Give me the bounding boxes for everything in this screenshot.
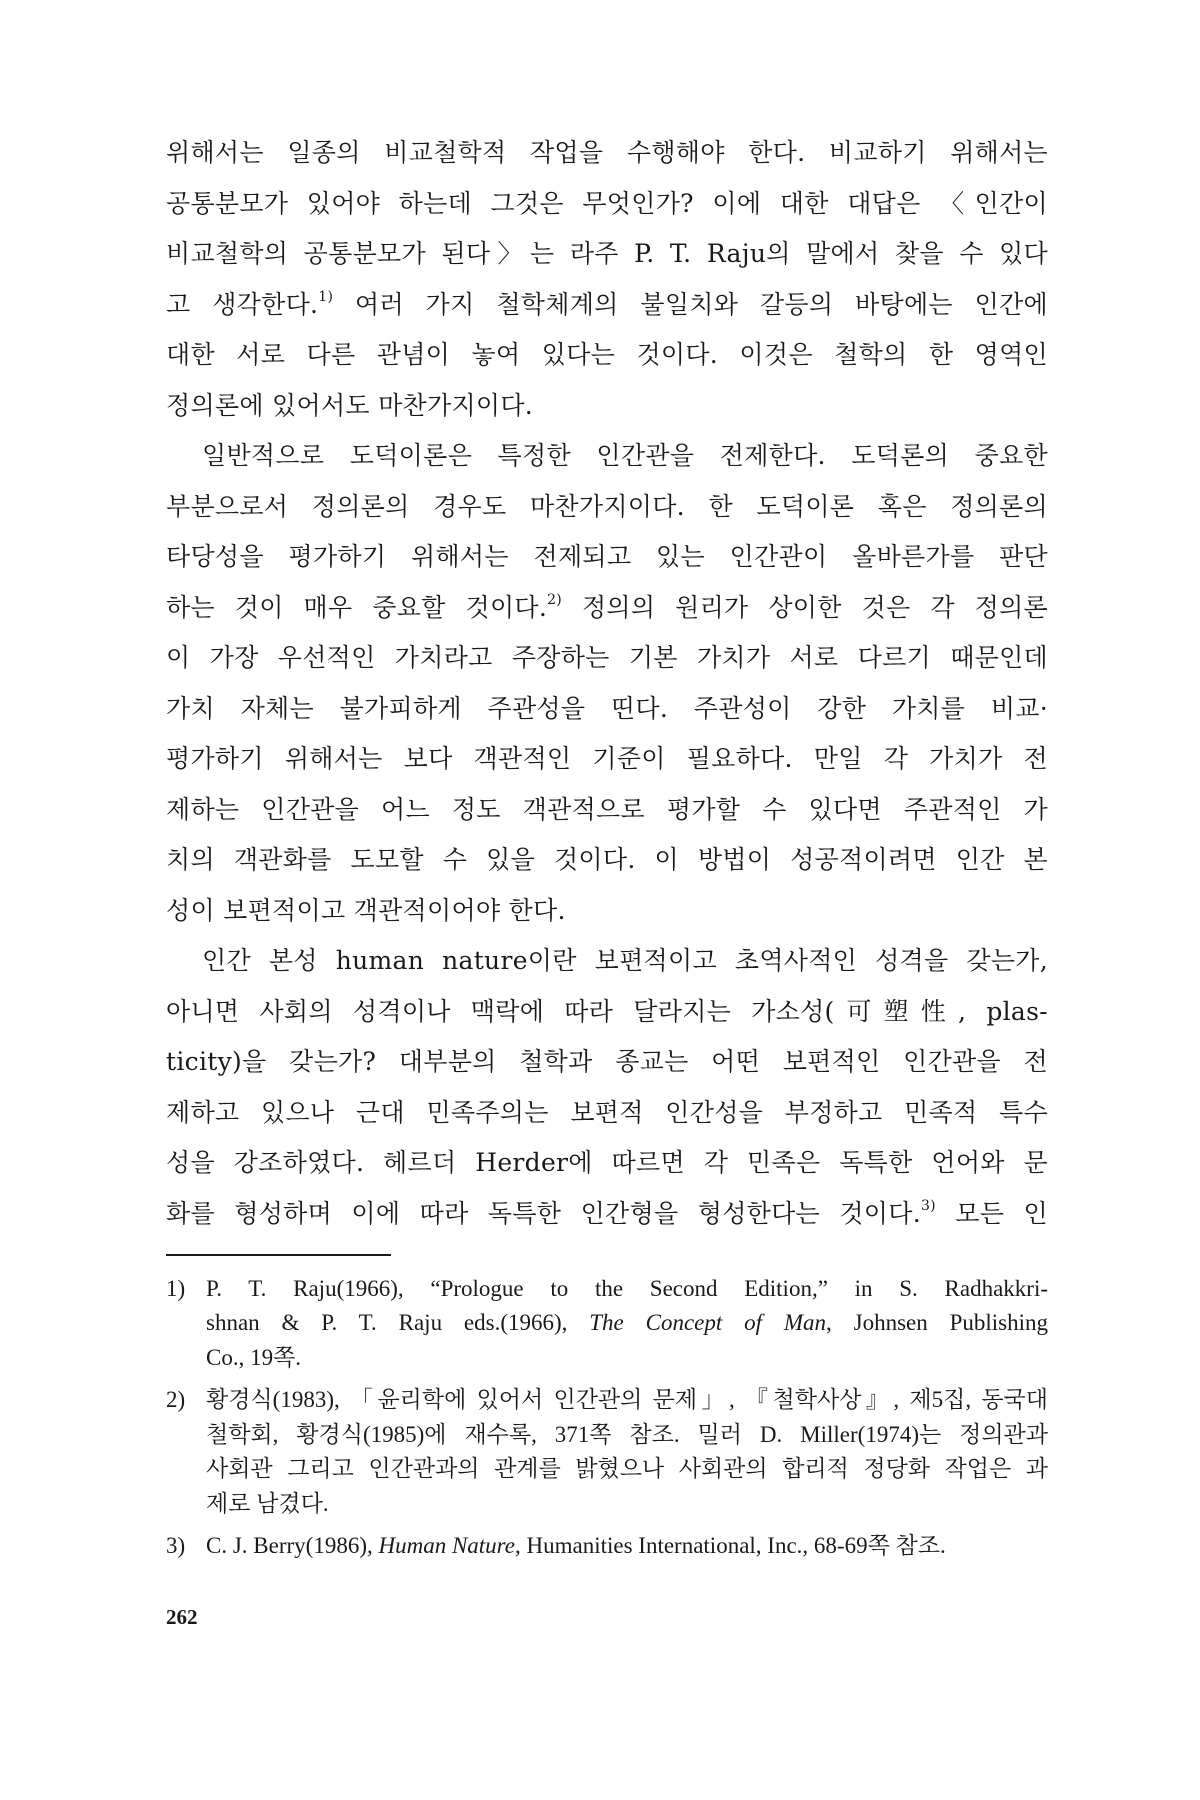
text-line xyxy=(166,583,1048,634)
footnote-number: 2) xyxy=(166,1387,186,1412)
text-line-end: 정의의 원리가 상이한 것은 각 정의론 xyxy=(562,592,1048,622)
text-line-end: 여러 가지 철학체계의 불일치와 갈등의 바탕에는 인간에 xyxy=(333,289,1048,319)
text-line: 치의 객관화를 도모할 수 있을 것이다. 이 방법이 성공적이려면 인간 본 xyxy=(166,845,1048,874)
text-line: 제하는 인간관을 어느 정도 객관적으로 평가할 수 있다면 주관적인 가 xyxy=(166,794,1048,824)
footnote-1 xyxy=(166,1272,1048,1376)
text-line xyxy=(166,280,1048,331)
footnote-line: 철학회, 황경식(1985)에 재수록, 371쪽 참조. 밀러 D. Miller(1974)는 정의관과 xyxy=(206,1421,1048,1447)
text-line: 제하고 있으나 근대 민족주의는 보편적 인간성을 부정하고 민족적 특수 xyxy=(166,1097,1048,1127)
text-line-end: 모든 인 xyxy=(935,1198,1048,1228)
text-line: 가치 자체는 불가피하게 주관성을 띤다. 주관성이 강한 가치를 비교· xyxy=(166,693,1048,723)
paragraph-2 xyxy=(166,431,1048,936)
text-line: 평가하기 위해서는 보다 객관적인 기준이 필요하다. 만일 각 가치가 전 xyxy=(166,744,1048,773)
book-title: The Concept of Man xyxy=(589,1310,827,1335)
footnote-ref-3[interactable]: 3) xyxy=(920,1197,936,1214)
footnote-line: C. J. Berry(1986), Human Nature, Humanities International, Inc., 68-69쪽 참조. xyxy=(206,1533,946,1558)
paragraph-3 xyxy=(166,936,1048,1239)
footnote-line: shnan & P. T. Raju eds.(1966), The Concept of Man, Johnsen Publishing xyxy=(206,1310,1048,1335)
footnote-line: 제로 남겼다. xyxy=(206,1490,329,1516)
text-line: 인간 본성 human nature이란 보편적이고 초역사적인 성격을 갖는가, xyxy=(202,946,1048,975)
footnote-line: 황경식(1983), 「윤리학에 있어서 인간관의 문제」, 『철학사상』, 제5집, 동국대 xyxy=(206,1387,1048,1412)
book-title: Human Nature xyxy=(378,1533,515,1558)
text-line: 이 가장 우선적인 가치라고 주장하는 기본 가치가 서로 다르기 때문인데 xyxy=(166,643,1048,672)
footnote-divider xyxy=(166,1254,391,1256)
footnote-number: 3) xyxy=(166,1533,186,1558)
page-content xyxy=(166,128,1048,1572)
footnotes xyxy=(166,1272,1048,1564)
footnote-ref-2[interactable]: 2) xyxy=(547,591,563,608)
footnote-line: 사회관 그리고 인간관과의 관계를 밝혔으나 사회관의 합리적 정당화 작업은 과 xyxy=(206,1456,1048,1481)
footnote-number: 1) xyxy=(166,1275,186,1301)
footnote-line: Co., 19쪽. xyxy=(206,1344,302,1370)
body-text xyxy=(166,128,1048,1239)
text-line: 대한 서로 다른 관념이 놓여 있다는 것이다. 이것은 철학의 한 영역인 xyxy=(166,340,1048,369)
text-line: 정의론에 있어서도 마찬가지이다. xyxy=(166,390,534,420)
footnote-2 xyxy=(166,1383,1048,1521)
footnote-ref-1[interactable]: 1) xyxy=(318,288,334,305)
paragraph-1 xyxy=(166,128,1048,431)
text-line: ticity)을 갖는가? 대부분의 철학과 종교는 어떤 보편적인 인간관을 전 xyxy=(166,1047,1048,1076)
text-line: 아니면 사회의 성격이나 맥락에 따라 달라지는 가소성(可塑性, plas- xyxy=(166,996,1048,1026)
page-number: 262 xyxy=(166,1605,198,1629)
text-line: 성을 강조하였다. 헤르더 Herder에 따르면 각 민족은 독특한 언어와 문 xyxy=(166,1148,1048,1177)
text-line-start: 화를 형성하며 이에 따라 독특한 인간형을 형성한다는 것이다. xyxy=(166,1198,921,1228)
text-line: 위해서는 일종의 비교철학적 작업을 수행해야 한다. 비교하기 위해서는 xyxy=(166,138,1048,167)
footnote-3 xyxy=(166,1529,1048,1564)
text-line-start: 고 생각한다. xyxy=(166,289,319,319)
text-line: 성이 보편적이고 객관적이어야 한다. xyxy=(166,895,566,925)
footnote-line: P. T. Raju(1966), “Prologue to the Second Edition,” in S. Radhakkri- xyxy=(206,1275,1048,1301)
text-line: 일반적으로 도덕이론은 특정한 인간관을 전제한다. 도덕론의 중요한 xyxy=(202,441,1048,470)
text-line-start: 하는 것이 매우 중요할 것이다. xyxy=(166,592,548,622)
text-line: 비교철학의 공통분모가 된다〉는 라주 P. T. Raju의 말에서 찾을 수 있다 xyxy=(166,239,1048,268)
text-line: 타당성을 평가하기 위해서는 전제되고 있는 인간관이 올바른가를 판단 xyxy=(166,542,1048,571)
text-line xyxy=(166,1189,1048,1240)
text-line: 공통분모가 있어야 하는데 그것은 무엇인가? 이에 대한 대답은 〈인간이 xyxy=(166,188,1048,218)
text-line: 부분으로서 정의론의 경우도 마찬가지이다. 한 도덕이론 혹은 정의론의 xyxy=(166,491,1048,521)
